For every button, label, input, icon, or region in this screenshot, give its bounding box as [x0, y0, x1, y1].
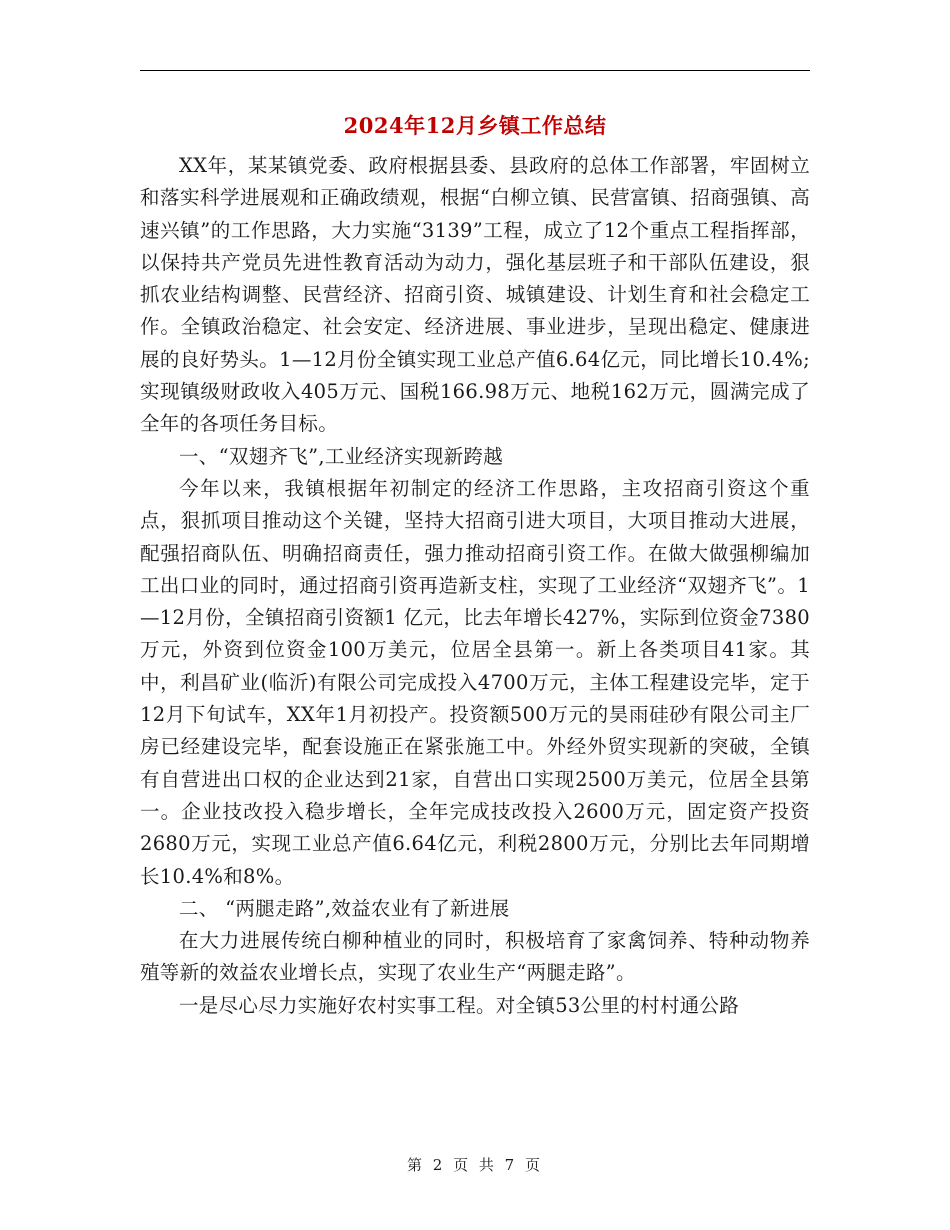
document-body: [140, 150, 810, 1022]
page-number: 第 2 页 共 7 页: [407, 1156, 543, 1174]
paragraph-agriculture: 在大力进展传统白柳种植业的同时，积极培育了家禽饲养、特种动物养殖等新的效益农业增长点，实现了农业生产“两腿走路”。: [140, 929, 810, 985]
paragraph-industry: 今年以来，我镇根据年初制定的经济工作思路，主攻招商引资这个重点，狠抓项目推动这个关键，坚持大招商引进大项目，大项目推动大进展，配强招商队伍、明确招商责任，强力推动招商引资工作。在做大做强柳编加工出口业的同时，通过招商引资再造新支柱，实现了工业经济“双翅齐飞”。1—12月份，全镇招商引资额1 亿元，比去年增长427%，实际到位资金7380万元，外资到位资金100万美元，位居全县第一。新上各类项目41家。其中，利昌矿业(临沂)有限公司完成投入4700万元，主体工程建设完毕，定于12月下旬试车，XX年1月初投产。投资额500万元的昊雨硅砂有限公司主厂房已经建设完毕，配套设施正在紧张施工中。外经外贸实现新的突破，全镇有自营进出口权的企业达到21家，自营出口实现2500万美元，位居全县第一。企业技改投入稳步增长，全年完成技改投入2600万元，固定资产投资2680万元，实现工业总产值6.64亿元，利税2800万元，分别比去年同期增长10.4%和8%。: [140, 476, 810, 888]
paragraph-intro: XX年，某某镇党委、政府根据县委、县政府的总体工作部署，牢固树立和落实科学进展观和正确政绩观，根据“白柳立镇、民营富镇、招商强镇、高速兴镇”的工作思路，大力实施“3139”工程，成立了12个重点工程指挥部，以保持共产党员先进性教育活动为动力，强化基层班子和干部队伍建设，狠抓农业结构调整、民营经济、招商引资、城镇建设、计划生育和社会稳定工作。全镇政治稳定、社会安定、经济进展、事业进步，呈现出稳定、健康进展的良好势头。1—12月份全镇实现工业总产值6.64亿元，同比增长10.4%;实现镇级财政收入405万元、国税166.98万元、地税162万元，圆满完成了全年的各项任务目标。: [140, 154, 810, 436]
paragraph-rural-projects: 一是尽心尽力实施好农村实事工程。对全镇53公里的村村通公路: [179, 993, 740, 1017]
section-heading-1: 一、“双翅齐飞”,工业经济实现新跨越: [179, 444, 504, 468]
document-title: 2024年12月乡镇工作总结: [343, 113, 607, 138]
section-heading-2: 二、 “两腿走路”,效益农业有了新进展: [179, 896, 510, 920]
header-rule: [140, 70, 810, 71]
